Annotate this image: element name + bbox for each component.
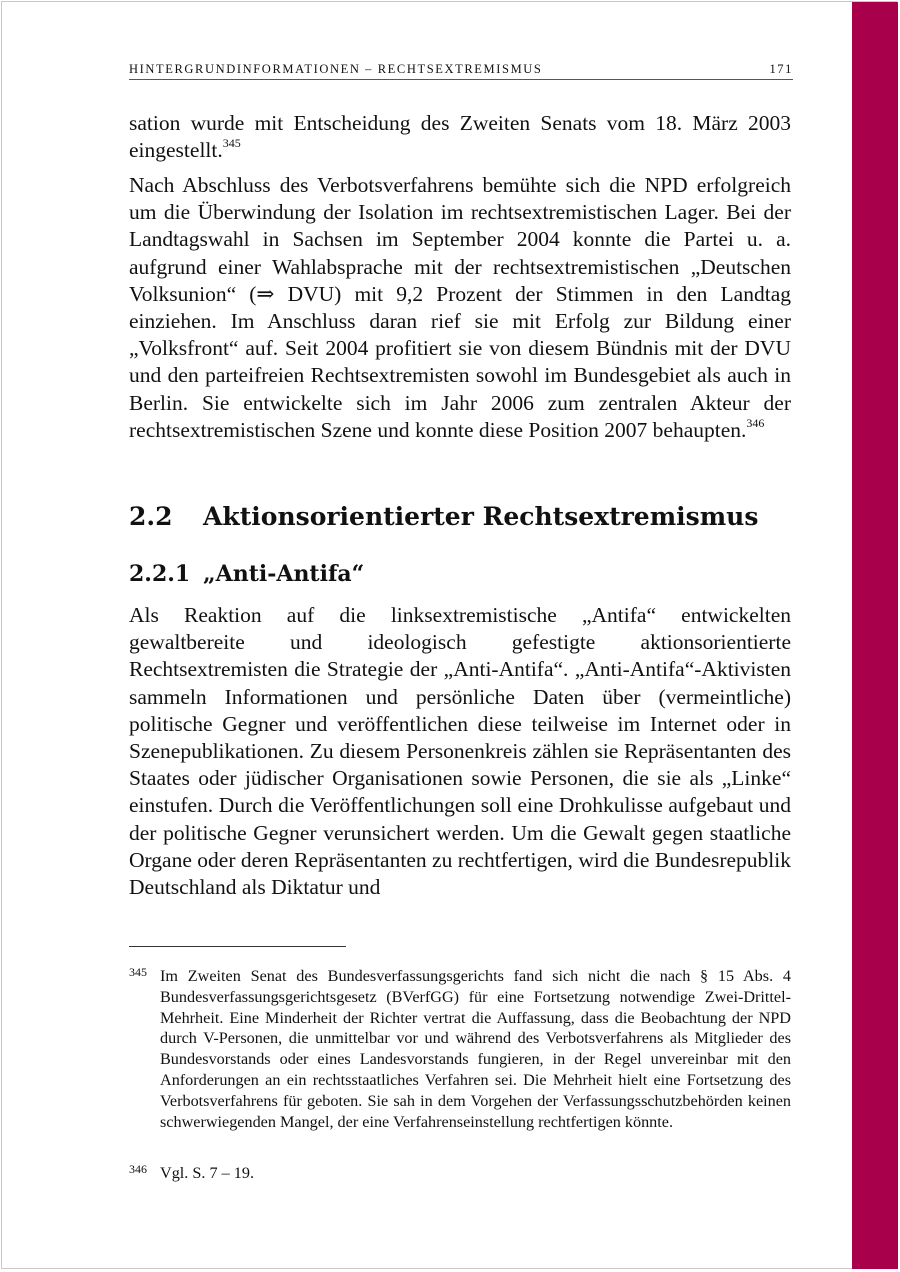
paragraph-3 xyxy=(129,602,791,901)
paragraph-2 xyxy=(129,172,791,444)
paragraph-2-text: Nach Abschluss des Verbotsverfahrens bemühte sich die NPD erfolgreich um die Überwindung der Isolation im rechtsextremistischen Lager. Bei der Landtagswahl in Sachsen im September 2004 konnte die Partei u. a. aufgrund einer Wahlabsprache mit der rechtsextremistischen „Deutschen Volksunion“ (⇒ DVU) mit 9,2 Prozent der Stimmen in den Landtag einziehen. Im Anschluss daran rief sie mit Erfolg zur Bildung einer „Volksfront“ auf. Seit 2004 profitiert sie von diesem Bündnis mit der DVU und den parteifreien Rechtsextremisten sowohl im Bundesgebiet als auch in Berlin. Sie entwickelte sich im Jahr 2006 zum zentralen Akteur der rechtsextremistischen Szene und konnte diese Position 2007 behaupten. xyxy=(129,173,791,442)
section-number: 2.2 xyxy=(129,502,173,531)
paragraph-1 xyxy=(129,110,791,164)
footnote-number: 345 xyxy=(129,965,147,979)
paragraph-1-text: sation wurde mit Entscheidung des Zweiten Senats vom 18. März 2003 eingestellt. xyxy=(129,111,791,163)
footnote-345 xyxy=(129,966,791,1132)
subsection-title: „Anti-Antifa“ xyxy=(203,561,365,587)
section-heading xyxy=(129,502,758,531)
footnote-ref-345[interactable]: 345 xyxy=(222,136,241,151)
footnote-346 xyxy=(129,1163,791,1184)
page-number: 171 xyxy=(769,62,793,76)
footnote-text: Vgl. S. 7 – 19. xyxy=(160,1164,254,1182)
footnote-ref-346[interactable]: 346 xyxy=(746,415,765,430)
footnote-number: 346 xyxy=(129,1162,147,1176)
running-title: HINTERGRUNDINFORMATIONEN – RECHTSEXTREMISMUS xyxy=(129,62,543,76)
running-header xyxy=(129,62,793,80)
paragraph-3-text: Als Reaktion auf die linksextremistische „Antifa“ entwickelten gewaltbereite und ideologisch gefestigte aktionsorientierte Rechtsextremisten die Strategie der „Anti-Antifa“. „Anti-Antifa“-Aktivisten sammeln Informationen und persönliche Daten über (vermeintliche) politische Gegner und veröffentlichen diese teilweise im Internet oder in Szenepublikationen. Zu diesem Personenkreis zählen sie Repräsentanten des Staates oder jüdischer Organisationen sowie Personen, die sie als „Linke“ einstufen. Durch die Veröffentlichungen soll eine Drohkulisse aufgebaut und der politische Gegner verunsichert werden. Um die Gewalt gegen staatliche Organe oder deren Repräsentanten zu rechtfertigen, wird die Bundesrepublik Deutschland als Diktatur und xyxy=(129,603,791,900)
footnote-separator xyxy=(129,946,346,947)
section-title: Aktionsorientierter Rechtsextremismus xyxy=(203,502,759,531)
side-color-bar xyxy=(852,2,898,1269)
subsection-number: 2.2.1 xyxy=(129,561,191,587)
footnote-text: Im Zweiten Senat des Bundesverfassungsgerichts fand sich nicht die nach § 15 Abs. 4 Bundesverfassungsgerichtsgesetz (BVerfGG) für eine Fortsetzung notwendige Zwei-Drittel-Mehrheit. Eine Minderheit der Richter vertrat die Auffassung, dass die Beobachtung der NPD durch V-Personen, die unmittelbar vor und während des Verbotsverfahrens als Mitglieder des Bundesvorstands oder eines Landesvorstands fungieren, in der Regel unvereinbar mit den Anforderungen an ein rechtsstaatliches Verfahren sei. Die Mehrheit hielt eine Fortsetzung des Verbotsverfahrens für geboten. Sie sah in dem Vorgehen der Verfassungsschutzbehörden keinen schwerwiegenden Mangel, der eine Verfahrenseinstellung rechtfertigen könnte. xyxy=(160,967,791,1131)
subsection-heading xyxy=(129,561,364,587)
